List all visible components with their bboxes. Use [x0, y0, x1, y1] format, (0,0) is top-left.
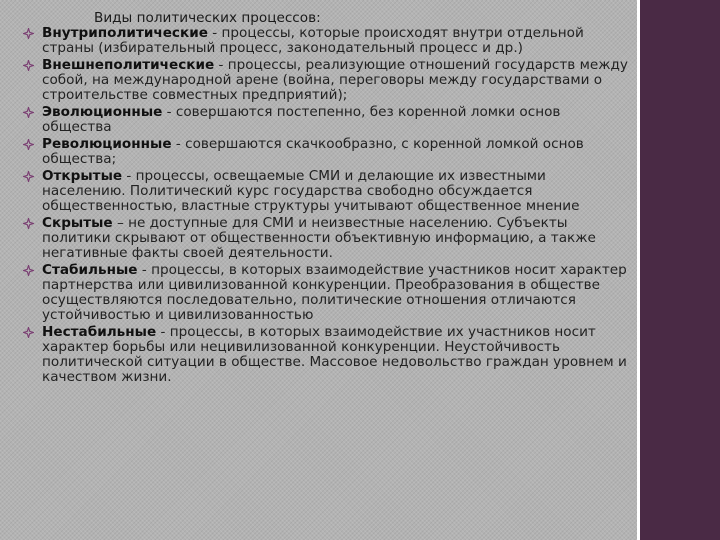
- diamond-star-icon: [23, 107, 34, 118]
- diamond-star-icon: [23, 139, 34, 150]
- process-term: Скрытые: [42, 215, 113, 231]
- diamond-star-icon: [23, 60, 34, 71]
- process-description: - процессы, реализующие отношений государств между собой, на международной арене (война, переговоры между государствами о строительстве совместных предприятий);: [42, 57, 628, 103]
- diamond-star-icon: [23, 327, 34, 338]
- diamond-star-icon: [23, 28, 34, 39]
- process-list: [18, 26, 630, 385]
- process-description: - процессы, которые происходят внутри отдельной страны (избирательный процесс, законодательный процесс и др.): [42, 25, 584, 56]
- list-item: [18, 325, 630, 385]
- list-item: [18, 169, 630, 214]
- process-term: Революционные: [42, 136, 172, 152]
- process-description: - процессы, в которых взаимодействие их участников носит характер борьбы или нецивилизованной конкуренции. Неустойчивость политической ситуации в обществе. Массовое недовольство граждан уровнем и качеством жизни.: [42, 324, 627, 385]
- slide-heading: Виды политических процессов:: [94, 10, 321, 26]
- list-item: [18, 263, 630, 323]
- side-panel: [640, 0, 720, 540]
- process-description: - процессы, освещаемые СМИ и делающие их известными населению. Политический курс государства свободно обсуждается общественностью, властные структуры учитывают общественное мнение: [42, 168, 580, 214]
- process-description: - процессы, в которых взаимодействие участников носит характер партнерства или цивилизованной конкуренции. Преобразования в обществе осуществляются последовательно, политические отношения отличаются устойчивостью и цивилизованностью: [42, 262, 627, 323]
- diamond-star-icon: [23, 218, 34, 229]
- process-term: Эволюционные: [42, 104, 163, 120]
- process-term: Внутриполитические: [42, 25, 208, 41]
- process-description: – не доступные для СМИ и неизвестные населению. Субъекты политики скрывают от общественности объективную информацию, а также негативные факты своей деятельности.: [42, 215, 596, 261]
- list-item: [18, 105, 630, 135]
- list-item: [18, 216, 630, 261]
- process-term: Внешнеполитические: [42, 57, 215, 73]
- list-item: [18, 58, 630, 103]
- process-term: Стабильные: [42, 262, 138, 278]
- diamond-star-icon: [23, 171, 34, 182]
- list-item: [18, 26, 630, 56]
- diamond-star-icon: [23, 265, 34, 276]
- process-term: Нестабильные: [42, 324, 157, 340]
- list-item: [18, 137, 630, 167]
- slide-content: [18, 10, 630, 387]
- process-term: Открытые: [42, 168, 123, 184]
- process-description: - совершаются постепенно, без коренной ломки основ общества: [42, 104, 561, 135]
- process-description: - совершаются скачкообразно, с коренной ломкой основ общества;: [42, 136, 584, 167]
